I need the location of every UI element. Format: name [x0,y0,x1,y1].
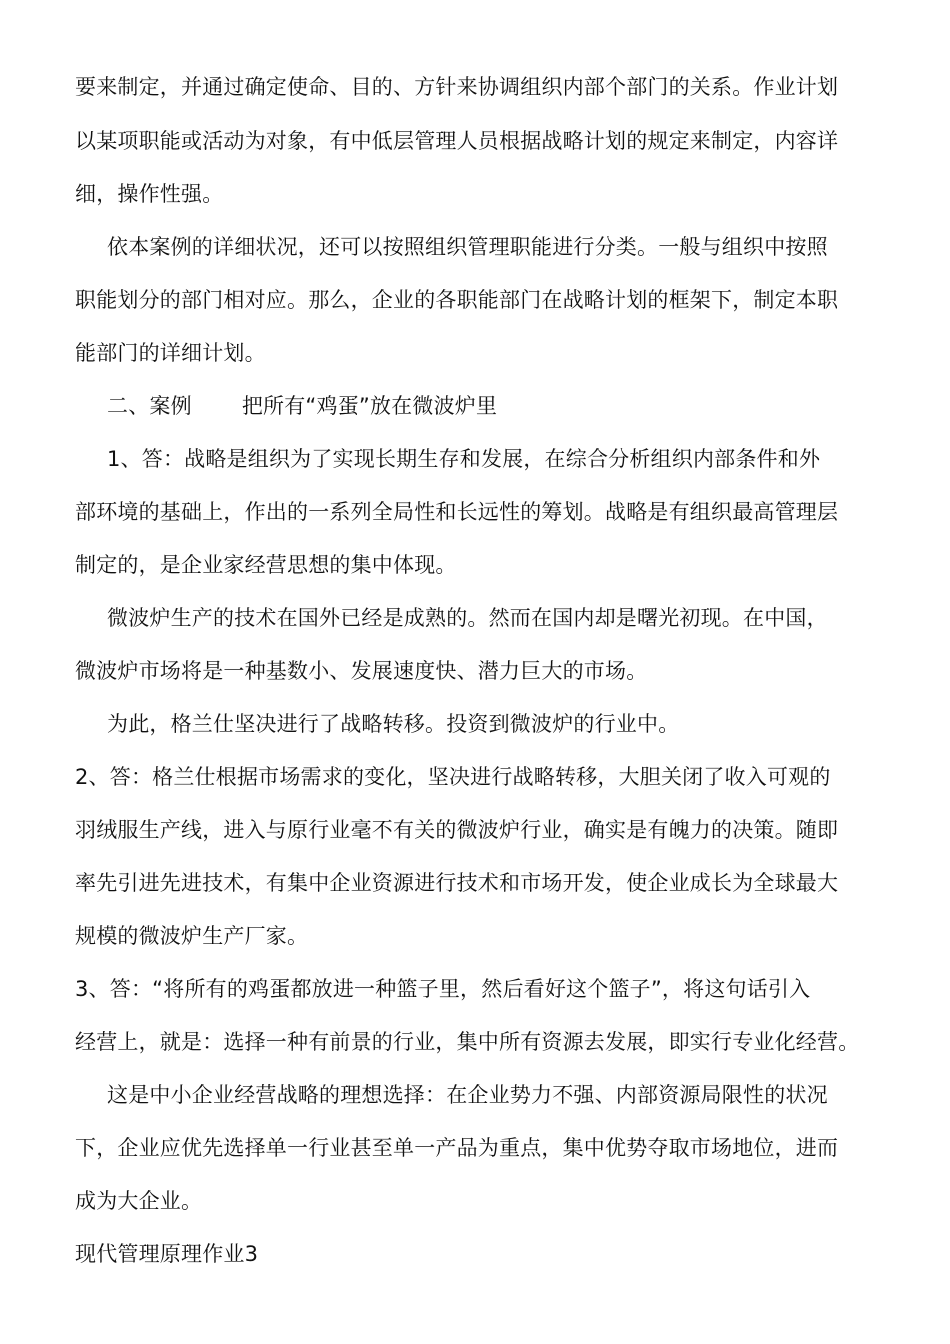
text-line: 制定的，是企业家经营思想的集中体现。 [75,553,457,577]
section-heading [107,391,497,421]
text-line: 率先引进先进技术，有集中企业资源进行技术和市场开发，使企业成长为全球最大 [75,871,839,895]
text-line: 细，操作性强。 [75,182,224,206]
text-line: 经营上，就是：选择一种有前景的行业，集中所有资源去发展，即实行专业化经营。 [75,1030,860,1054]
text-line: 规模的微波炉生产厂家。 [75,924,309,948]
text-line: 为此，格兰仕坚决进行了战略转移。投资到微波炉的行业中。 [107,712,680,736]
section-heading-title: 把所有“鸡蛋”放在微波炉里 [241,394,498,418]
text-line: 下，企业应优先选择单一行业甚至单一产品为重点，集中优势夺取市场地位，进而 [75,1136,839,1160]
text-line: 能部门的详细计划。 [75,341,266,365]
text-line: 微波炉市场将是一种基数小、发展速度快、潜力巨大的市场。 [75,659,648,683]
text-line: 这是中小企业经营战略的理想选择：在企业势力不强、内部资源局限性的状况 [107,1083,828,1107]
text-line: 微波炉生产的技术在国外已经是成熟的。然而在国内却是曙光初现。在中国， [107,606,828,630]
text-line: 部环境的基础上，作出的一系列全局性和长远性的筹划。战略是有组织最高管理层 [75,500,839,524]
text-line: 成为大企业。 [75,1189,203,1213]
text-line: 2、答：格兰仕根据市场需求的变化，坚决进行战略转移，大胆关闭了收入可观的 [75,765,831,789]
text-line: 以某项职能或活动为对象，有中低层管理人员根据战略计划的规定来制定，内容详 [75,129,839,153]
text-line: 3、答：“将所有的鸡蛋都放进一种篮子里，然后看好这个篮子”，将这句话引入 [75,977,811,1001]
assignment-title: 现代管理原理作业3 [75,1242,259,1266]
text-line: 1、答：战略是组织为了实现长期生存和发展，在综合分析组织内部条件和外 [107,447,821,471]
text-line: 依本案例的详细状况，还可以按照组织管理职能进行分类。一般与组织中按照 [107,235,828,259]
section-heading-label: 二、案例 [107,394,192,418]
text-line: 羽绒服生产线，进入与原行业毫不有关的微波炉行业，确实是有魄力的决策。随即 [75,818,839,842]
text-line: 职能划分的部门相对应。那么，企业的各职能部门在战略计划的框架下，制定本职 [75,288,839,312]
text-line: 要来制定，并通过确定使命、目的、方针来协调组织内部个部门的关系。作业计划 [75,75,839,99]
